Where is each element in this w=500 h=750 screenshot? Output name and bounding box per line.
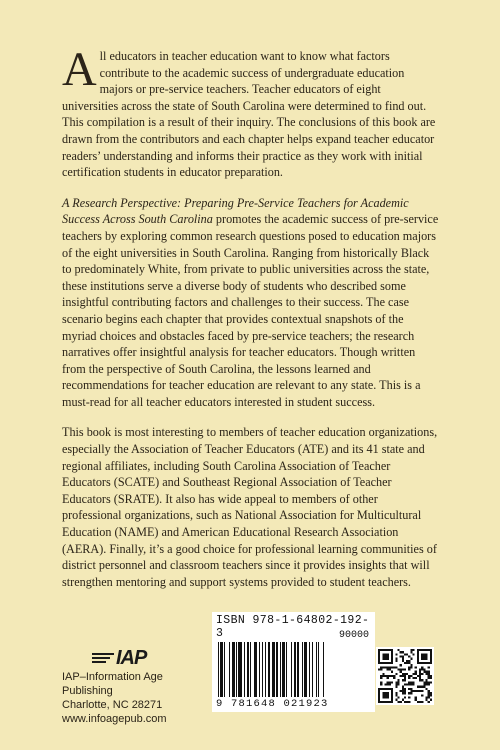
logo-text: IAP (116, 647, 147, 669)
isbn-barcode (212, 612, 375, 712)
isbn-text: ISBN 978-1-64802-192-3 (216, 614, 370, 640)
description-paragraph (62, 195, 440, 411)
publisher-logo (92, 647, 212, 669)
barcode-bars (218, 642, 370, 697)
publisher-name: IAP–Information Age Publishing (62, 671, 163, 697)
publisher-location: Charlotte, NC 28271 (62, 699, 163, 711)
barcode-number: 9 781648 021923 (216, 698, 329, 710)
publisher-website[interactable]: www.infoagepub.com (62, 713, 167, 725)
price-code: 90000 (338, 630, 369, 641)
book-title: A Research Perspective: Preparing Pre-Service Teachers for Academic Success Across South Carolina (62, 195, 409, 227)
back-cover-text (62, 43, 440, 604)
audience-paragraph: This book is most interesting to members of teacher education organizations, especially the Association of Teacher Educators (ATE) and its 41 state and regional affiliates, including South Carolina Association of Teacher Educators (SCATE) and Southeast Regional Association of Teacher Educators (SRATE). It also has wide appeal to members of other professional organizations, such as National Association for Multicultural Education (NAME) and American Educational Research Association (AERA). Finally, it’s a good choice for professional learning communities of district personnel and classroom teachers since it provides insights that will strengthen mentoring and support systems provided to student teachers. (62, 425, 438, 589)
intro-paragraph-text: ll educators in teacher education want to know what factors contribute to the academic success of undergraduate education majors or pre-service teachers. Teacher educators of eight universities across the state of South Carolina were determined to find out. This compilation is a result of their inquiry. The conclusions of this book are drawn from the contributors and each chapter helps expand teacher educator readers’ understanding and informs their practice as they work with initial certification students in educator preparation. (62, 49, 436, 180)
publisher-block (62, 647, 212, 726)
intro-paragraph (62, 43, 440, 181)
drop-cap: A (62, 43, 97, 96)
logo-speed-lines (92, 653, 114, 663)
description-paragraph-text: promotes the academic success of pre-service teachers by exploring common research questions posed to education majors of the eight universities in South Carolina. Ranging from historically Black to predominately White, from private to public universities across the state, these institutions serve a diverse body of students who described some insightful contributing factors and challenges to their success. The case scenario begins each chapter that provides contextual snapshots of the myriad choices and obstacles faced by pre-service teachers; the research narratives offer insightful analysis for teacher educators. Though written from the perspective of South Carolina, the lessons learned and recommendations for teacher education are relevant to any state. This is a must-read for all teacher educators interested in student success. (62, 212, 439, 409)
qr-code-icon (376, 647, 434, 705)
